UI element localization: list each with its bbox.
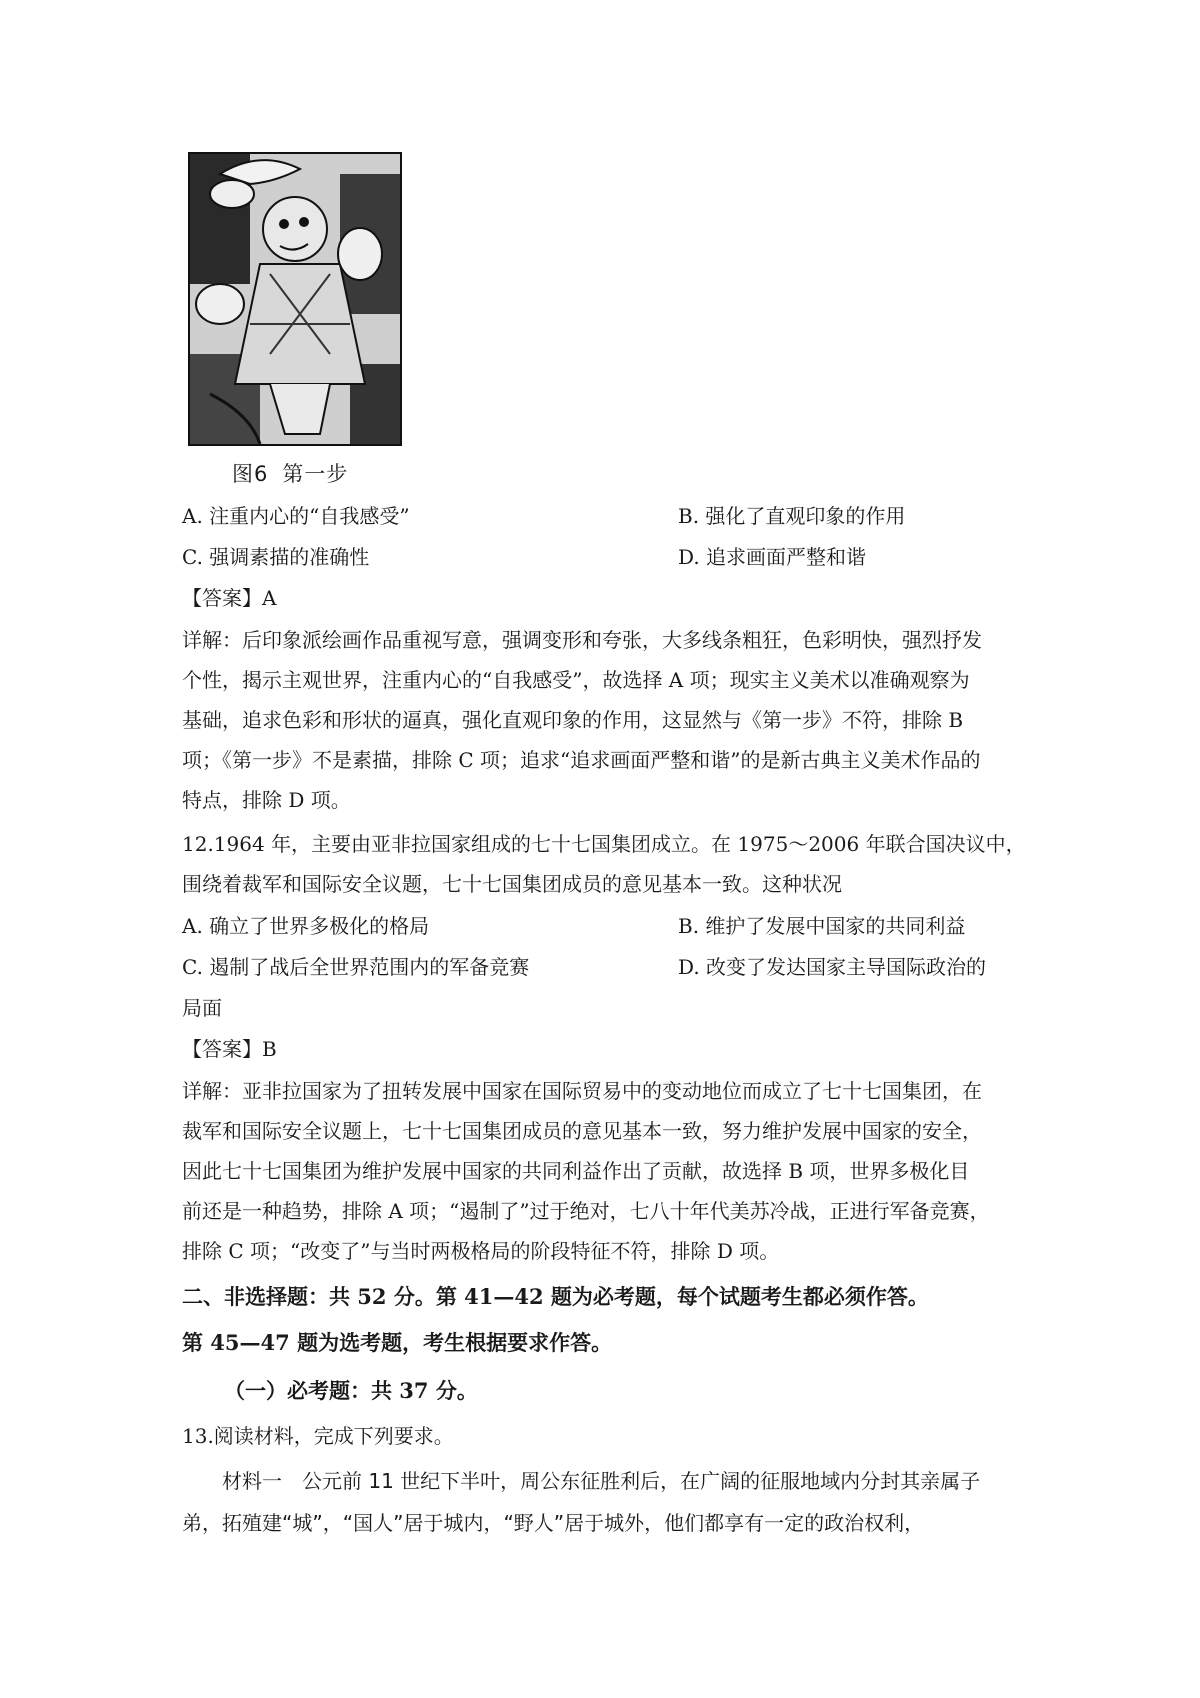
explanation-line: 裁军和国际安全议题上，七十七国集团成员的意见基本一致，努力维护发展中国家的安全，: [182, 1119, 982, 1143]
q13-stem: 13.阅读材料，完成下列要求。: [182, 1424, 454, 1448]
q12-explanation: [182, 1071, 1028, 1271]
explanation-line: 基础，追求色彩和形状的逼真，强化直观印象的作用，这显然与《第一步》不符，排除 B: [182, 708, 964, 732]
q12-answer: 【答案】B: [182, 1037, 277, 1061]
q11-option-d: D. 追求画面严整和谐: [678, 545, 867, 569]
q12-option-d-continued: 局面: [182, 996, 222, 1020]
q12-option-b: B. 维护了发展中国家的共同利益: [678, 914, 966, 938]
q12-option-c: C. 遏制了战后全世界范围内的军备竞赛: [182, 955, 530, 979]
explanation-line: 因此七十七国集团为维护发展中国家的共同利益作出了贡献，故选择 B 项，世界多极化目: [182, 1159, 970, 1183]
material-line: 弟，拓殖建“城”，“国人”居于城内，“野人”居于城外，他们都享有一定的政治权利，: [182, 1511, 925, 1535]
q13-material: [182, 1460, 1028, 1544]
material-line: 材料一 公元前 11 世纪下半叶，周公东征胜利后，在广阔的征服地域内分封其亲属子: [222, 1469, 981, 1493]
q12-option-a: A. 确立了世界多极化的格局: [182, 914, 430, 938]
question-line: 围绕着裁军和国际安全议题，七十七国集团成员的意见基本一致。这种状况: [182, 872, 842, 896]
explanation-line: 前还是一种趋势，排除 A 项；“遏制了”过于绝对，七八十年代美苏冷战，正进行军备竞赛，: [182, 1199, 990, 1223]
q11-option-a: A. 注重内心的“自我感受”: [182, 504, 410, 528]
q11-answer: 【答案】A: [182, 586, 277, 610]
explanation-line: 特点，排除 D 项。: [182, 788, 351, 812]
explanation-line: 详解：亚非拉国家为了扭转发展中国家在国际贸易中的变动地位而成立了七十七国集团，在: [182, 1079, 982, 1103]
figure-caption: [232, 458, 348, 488]
q11-option-b: B. 强化了直观印象的作用: [678, 504, 906, 528]
figure-number: 图6: [232, 462, 269, 486]
section-heading-line2: 第 45—47 题为选考题，考生根据要求作答。: [182, 1330, 613, 1355]
subsection-heading: （一）必考题：共 37 分。: [224, 1378, 478, 1403]
q11-explanation: [182, 620, 1028, 820]
q12-stem: [182, 824, 1028, 904]
q11-option-c: C. 强调素描的准确性: [182, 545, 370, 569]
explanation-line: 详解：后印象派绘画作品重视写意，强调变形和夸张，大多线条粗狂，色彩明快，强烈抒发: [182, 628, 982, 652]
question-line: 12.1964 年，主要由亚非拉国家组成的七十七国集团成立。在 1975～2006 年联合国决议中，: [182, 832, 1026, 856]
explanation-line: 个性，揭示主观世界，注重内心的“自我感受”，故选择 A 项；现实主义美术以准确观察为: [182, 668, 970, 692]
figure-title: 第一步: [282, 462, 349, 486]
section-heading-line1: 二、非选择题：共 52 分。第 41—42 题为必考题，每个试题考生都必须作答。: [182, 1284, 929, 1309]
q12-option-d: D. 改变了发达国家主导国际政治的: [678, 955, 987, 979]
explanation-line: 项；《第一步》不是素描，排除 C 项；追求“追求画面严整和谐”的是新古典主义美术作品的: [182, 748, 981, 772]
painting-first-step-image: [188, 152, 402, 446]
explanation-line: 排除 C 项；“改变了”与当时两极格局的阶段特征不符，排除 D 项。: [182, 1239, 780, 1263]
